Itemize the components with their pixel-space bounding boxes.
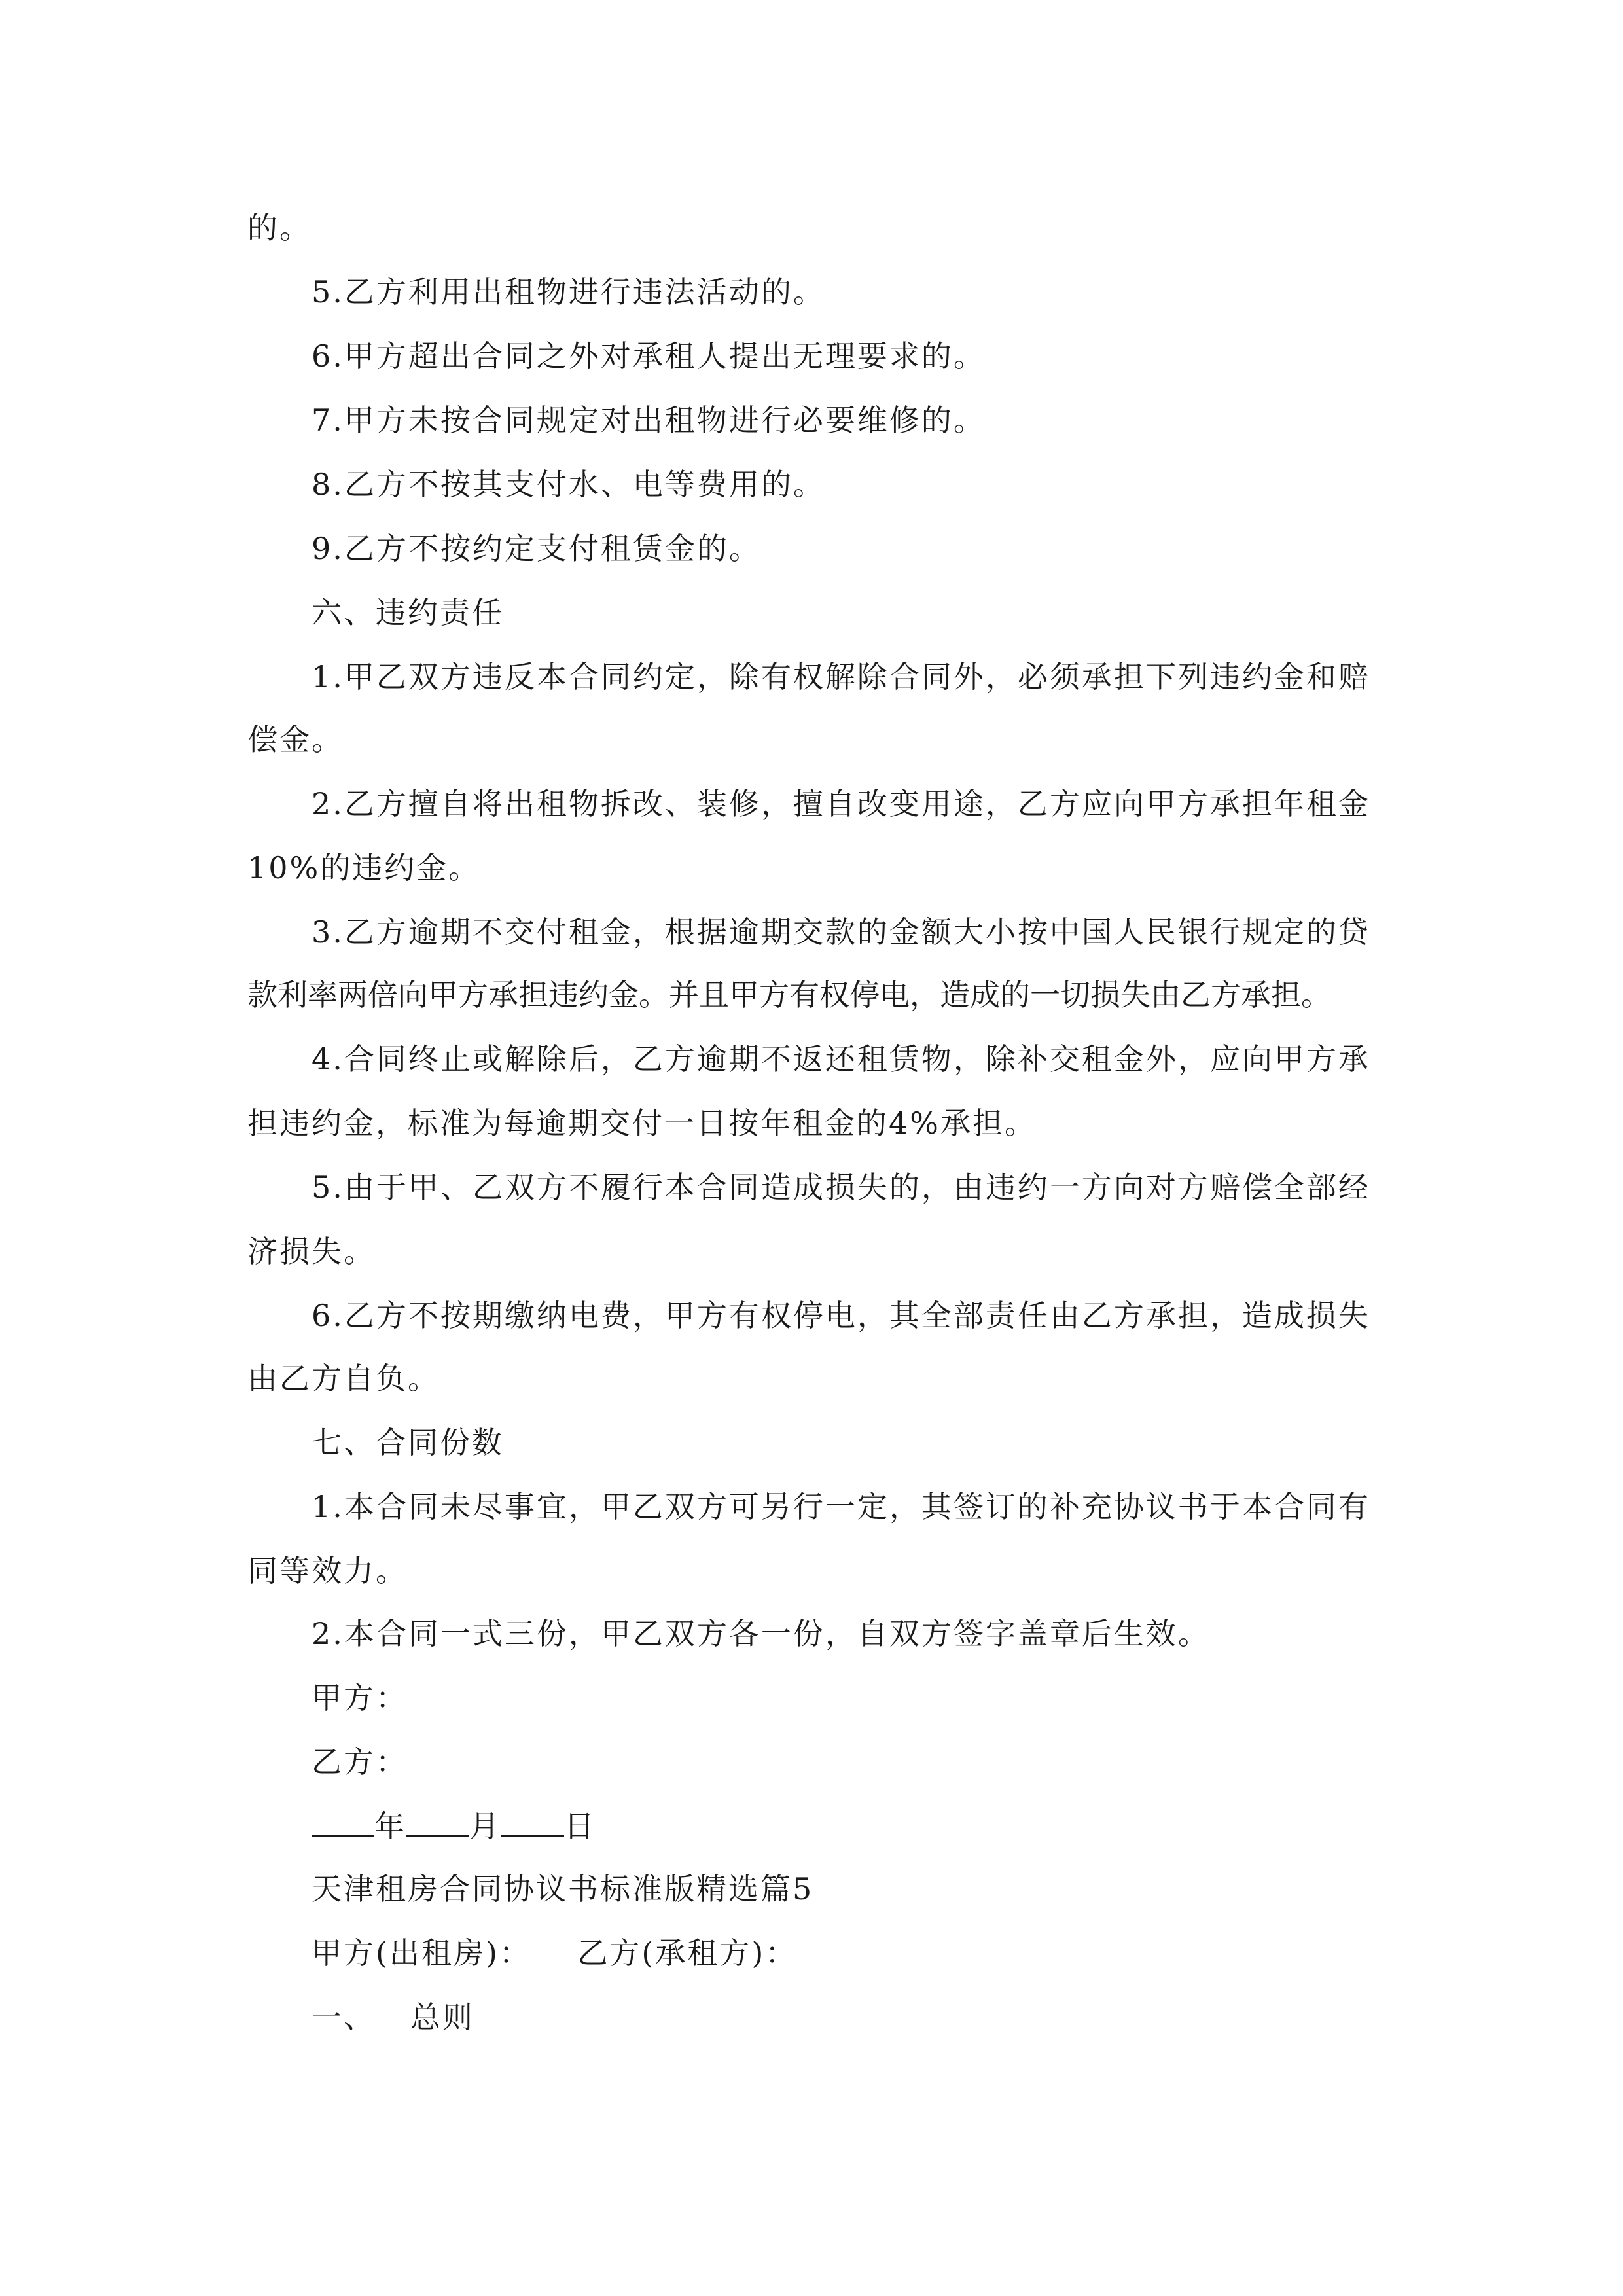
- party-a-signature-label: 甲方：: [312, 1680, 408, 1715]
- year-blank: [312, 1808, 374, 1837]
- section-heading: 七、合同份数: [312, 1425, 504, 1460]
- text-line: 担违约金，标准为每逾期交付一日按年租金的4%承担。: [247, 1105, 1037, 1141]
- party-b-signature-label: 乙方：: [312, 1744, 408, 1780]
- parties-line: 甲方(出租房)： 乙方(承租方)：: [312, 1935, 798, 1971]
- section-heading: 六、违约责任: [312, 595, 504, 630]
- month-label: 月: [469, 1808, 501, 1844]
- text-line: 8.乙方不按其支付水、电等费用的。: [312, 467, 825, 502]
- text-line: 10%的违约金。: [247, 850, 481, 886]
- text-line: 5.乙方利用出租物进行违法活动的。: [312, 274, 825, 310]
- text-line: 1.甲乙双方违反本合同约定，除有权解除合同外，必须承担下列违约金和赔: [312, 659, 1370, 694]
- text-line: 同等效力。: [247, 1553, 408, 1588]
- text-line: 5.由于甲、乙双方不履行本合同造成损失的，由违约一方向对方赔偿全部经: [312, 1170, 1370, 1205]
- text-line: 7.甲方未按合同规定对出租物进行必要维修的。: [312, 403, 986, 438]
- date-line: [312, 1806, 596, 1846]
- text-line: 的。: [247, 210, 312, 245]
- text-line: 济损失。: [247, 1234, 376, 1269]
- document-subtitle: 天津租房合同协议书标准版精选篇5: [312, 1871, 814, 1907]
- text-line: 3.乙方逾期不交付租金，根据逾期交款的金额大小按中国人民银行规定的贷: [312, 914, 1370, 950]
- text-line: 2.本合同一式三份，甲乙双方各一份，自双方签字盖章后生效。: [312, 1616, 1210, 1651]
- day-label: 日: [564, 1808, 596, 1844]
- section-heading: 一、 总则: [312, 2000, 474, 2035]
- month-blank: [406, 1808, 469, 1837]
- text-line: 6.甲方超出合同之外对承租人提出无理要求的。: [312, 338, 986, 374]
- text-line: 1.本合同未尽事宜，甲乙双方可另行一定，其签订的补充协议书于本合同有: [312, 1489, 1370, 1524]
- text-line: 款利率两倍向甲方承担违约金。并且甲方有权停电，造成的一切损失由乙方承担。: [247, 977, 1331, 1013]
- text-line: 2.乙方擅自将出租物拆改、装修，擅自改变用途，乙方应向甲方承担年租金: [312, 786, 1370, 821]
- text-line: 4.合同终止或解除后，乙方逾期不返还租赁物，除补交租金外，应向甲方承: [312, 1041, 1370, 1077]
- text-line: 由乙方自负。: [247, 1361, 440, 1396]
- text-line: 6.乙方不按期缴纳电费，甲方有权停电，其全部责任由乙方承担，造成损失: [312, 1298, 1370, 1333]
- text-line: 9.乙方不按约定支付租赁金的。: [312, 531, 761, 566]
- year-label: 年: [374, 1808, 406, 1844]
- day-blank: [501, 1808, 564, 1837]
- text-line: 偿金。: [247, 722, 344, 757]
